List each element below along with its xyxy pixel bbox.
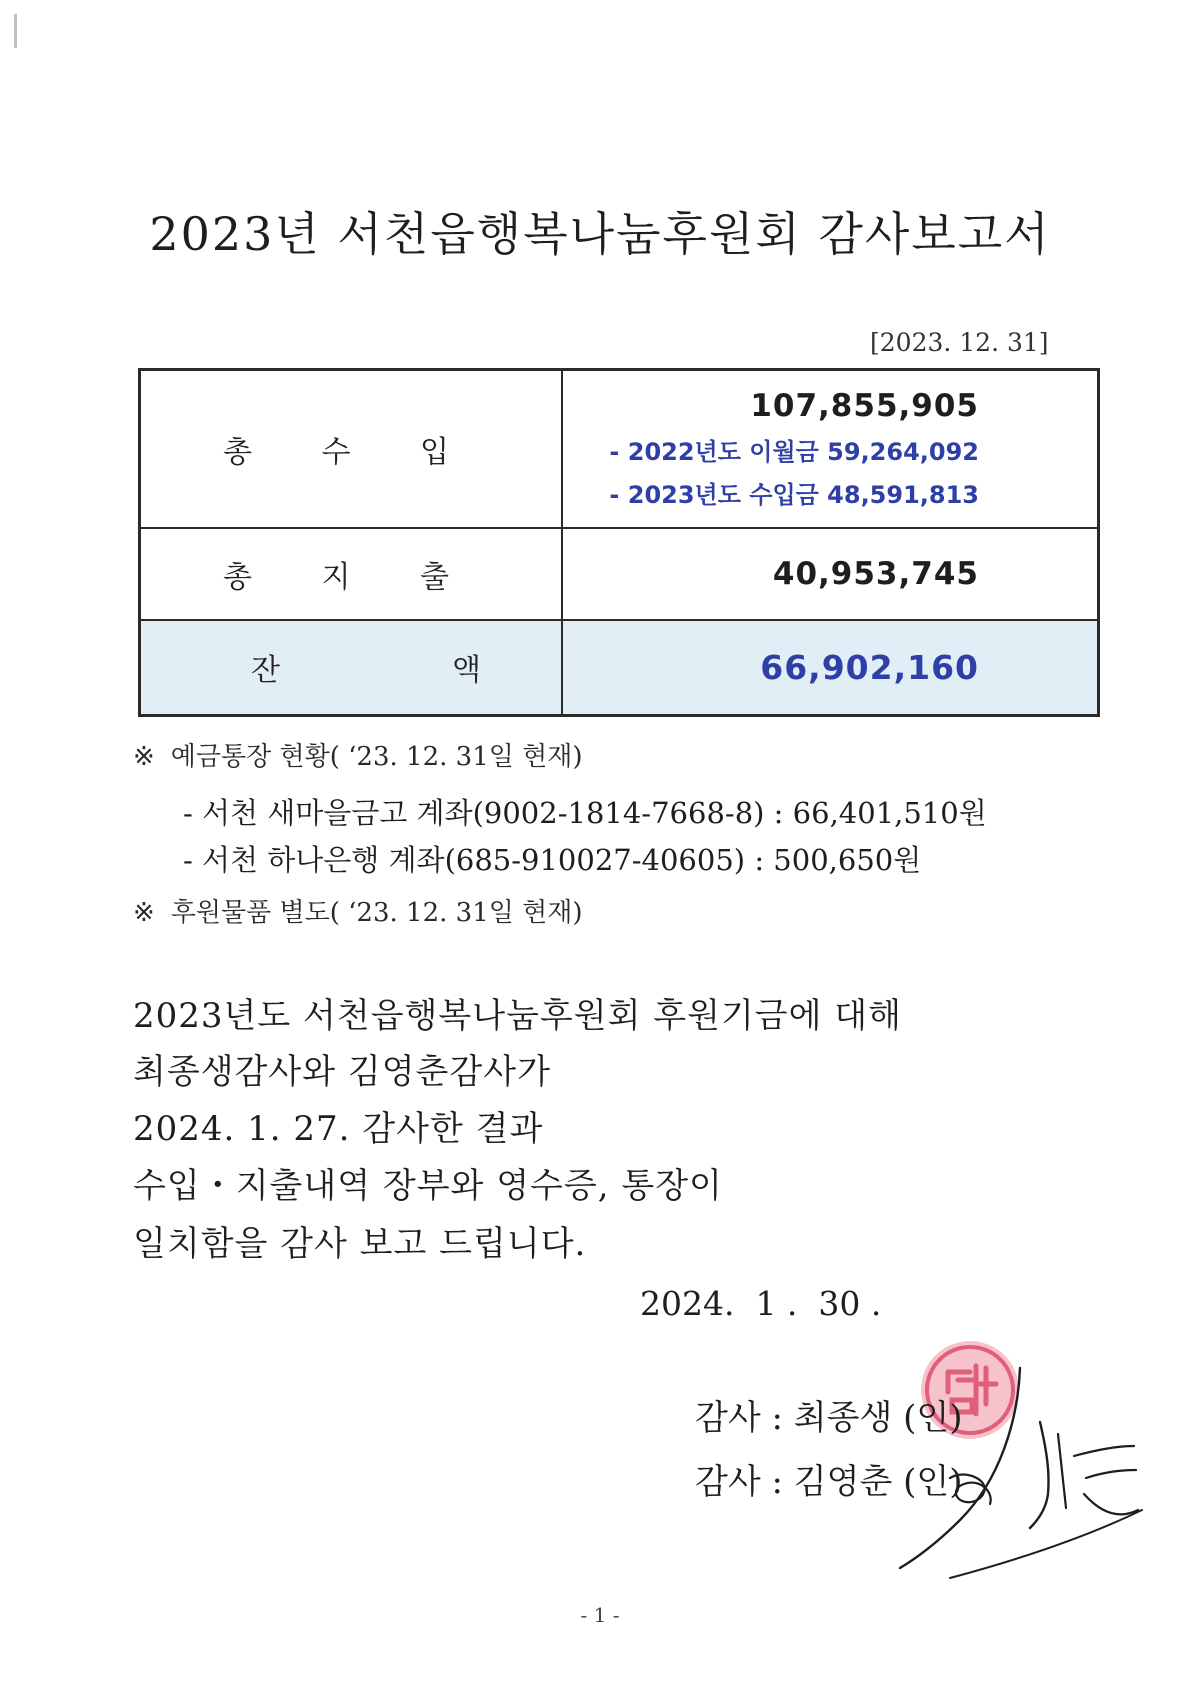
account-line-hana: - 서천 하나은행 계좌(685-910027-40605) : 500,650원 <box>183 843 922 877</box>
income-label: 총 수 입 <box>140 370 563 528</box>
document-title: 2023년 서천읍행복나눔후원회 감사보고서 <box>149 207 1051 261</box>
body-line: 일치함을 감사 보고 드립니다. <box>133 1224 587 1264</box>
donated-goods-text: 후원물품 별도( ‘23. 12. 31일 현재) <box>170 898 583 928</box>
balance-label-right: 액 <box>452 653 481 689</box>
page-number: - 1 - <box>580 1603 620 1627</box>
reference-mark: ※ <box>133 898 155 928</box>
income-detail-carryover: - 2022년도 이월금 59,264,092 <box>609 437 979 466</box>
account-line-saemaeul: - 서천 새마을금고 계좌(9002-1814-7668-8) : 66,401,510원 <box>183 796 987 830</box>
income-detail-revenue: - 2023년도 수입금 48,591,813 <box>609 480 979 509</box>
balance-row <box>140 620 1099 716</box>
margin-mark <box>14 14 17 48</box>
balance-label-left: 잔 <box>251 653 280 689</box>
handwritten-signature <box>890 1360 1150 1590</box>
body-line: 2024. 1. 27. 감사한 결과 <box>133 1109 544 1149</box>
expense-amount: 40,953,745 <box>772 555 979 592</box>
auditor-line-kim: 감사 : 김영춘 (인) <box>695 1462 963 1502</box>
report-date: [2023. 12. 31] <box>870 328 1049 357</box>
balance-amount: 66,902,160 <box>760 647 979 687</box>
deposit-status-note <box>133 736 583 773</box>
income-amount: 107,855,905 <box>750 387 979 424</box>
summary-table <box>138 368 1100 717</box>
income-row <box>140 370 1099 528</box>
donated-goods-note <box>133 892 583 929</box>
expense-row <box>140 528 1099 620</box>
deposit-status-text: 예금통장 현황( ‘23. 12. 31일 현재) <box>170 742 583 772</box>
income-value-cell <box>562 370 1099 528</box>
reference-mark: ※ <box>133 742 155 772</box>
auditor-line-choi: 감사 : 최종생 (인) <box>695 1398 963 1438</box>
balance-label <box>140 620 563 716</box>
balance-value-cell <box>562 620 1099 716</box>
body-line: 최종생감사와 김영춘감사가 <box>133 1052 551 1092</box>
body-line: 수입・지출내역 장부와 영수증, 통장이 <box>133 1166 723 1206</box>
body-line: 2023년도 서천읍행복나눔후원회 후원기금에 대해 <box>133 996 902 1036</box>
expense-label: 총 지 출 <box>140 528 563 620</box>
expense-value-cell <box>562 528 1099 620</box>
signing-date: 2024. 1 . 30 . <box>640 1284 882 1323</box>
